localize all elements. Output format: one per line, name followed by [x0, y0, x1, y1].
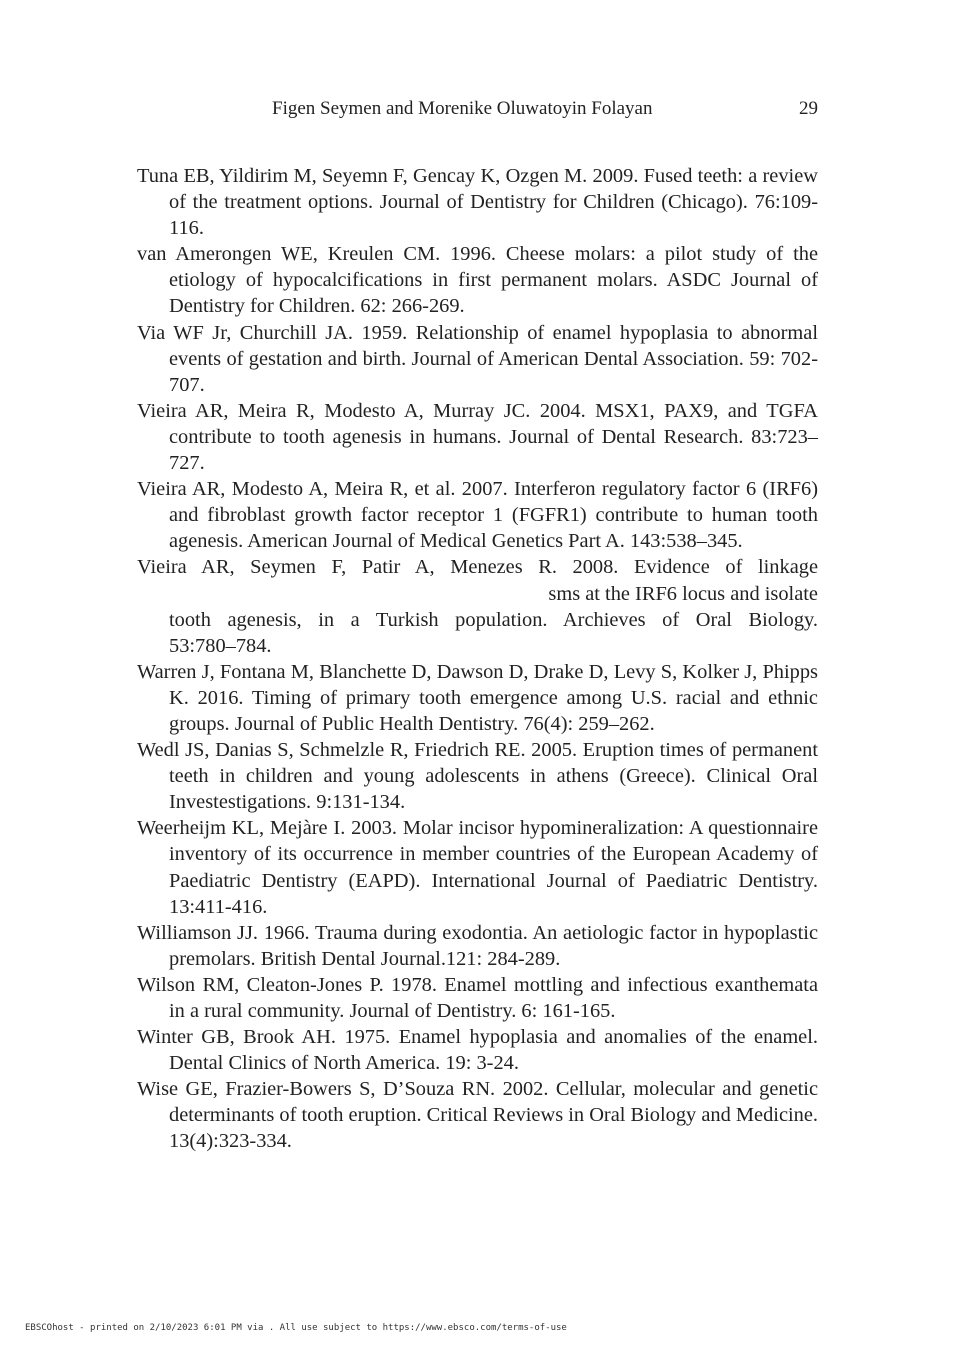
partial-reference-line-4: 53:780–784. — [169, 634, 272, 657]
reference-entry: Wedl JS, Danias S, Schmelzle R, Friedrich RE. 2005. Eruption times of permanent teeth in children and young adolescents in athens (Greece). Clinical Oral Investestigations. 9:131-134. — [137, 739, 818, 814]
print-footer: EBSCOhost - printed on 2/10/2023 6:01 PM via . All use subject to https://www.ebsco.com/terms-of-use — [25, 1323, 567, 1333]
partial-reference-line-1: Vieira AR, Seymen F, Patir A, Menezes R. 2008. Evidence of linkage — [137, 556, 818, 579]
reference-entry: Vieira AR, Modesto A, Meira R, et al. 2007. Interferon regulatory factor 6 (IRF6) and fibroblast growth factor receptor 1 (FGFR1) contribute to human tooth agenesis. American Journal of Medical Genetics Part A. 143:538–345. — [137, 478, 818, 553]
reference-entry: Williamson JJ. 1966. Trauma during exodontia. An aetiologic factor in hypoplastic premolars. British Dental Journal.121: 284-289. — [137, 921, 818, 970]
partial-reference-line-2: sms at the IRF6 locus and isolate — [548, 582, 818, 605]
reference-entry: Warren J, Fontana M, Blanchette D, Dawson D, Drake D, Levy S, Kolker J, Phipps K. 2016. Timing of primary tooth emergence among U.S. racial and ethnic groups. Journal of Public Health Dentistry. 76(4): 259–262. — [137, 660, 818, 735]
reference-entry: Winter GB, Brook AH. 1975. Enamel hypoplasia and anomalies of the enamel. Dental Clinics of North America. 19: 3-24. — [137, 1026, 818, 1075]
partial-reference-line-3: tooth agenesis, in a Turkish population. Archieves of Oral Biology. — [169, 608, 818, 631]
reference-entry: Weerheijm KL, Mejàre I. 2003. Molar incisor hypomineralization: A questionnaire inventory of its occurrence in member countries of the European Academy of Paediatric Dentistry (EAPD). International Journal of Paediatric Dentistry. 13:411-416. — [137, 817, 818, 918]
reference-entry: Tuna EB, Yildirim M, Seyemn F, Gencay K, Ozgen M. 2009. Fused teeth: a review of the treatment options. Journal of Dentistry for Children (Chicago). 76:109-116. — [137, 165, 818, 240]
page-number: 29 — [799, 98, 818, 119]
reference-entry: van Amerongen WE, Kreulen CM. 1996. Cheese molars: a pilot study of the etiology of hypocalcifications in first permanent molars. ASDC Journal of Dentistry for Children. 62: 266-269. — [137, 243, 818, 318]
reference-entry: Via WF Jr, Churchill JA. 1959. Relationship of enamel hypoplasia to abnormal events of gestation and birth. Journal of American Dental Association. 59: 702-707. — [137, 321, 818, 396]
reference-entry: Wilson RM, Cleaton-Jones P. 1978. Enamel mottling and infectious exanthemata in a rural community. Journal of Dentistry. 6: 161-165. — [137, 973, 818, 1022]
reference-entry: Vieira AR, Meira R, Modesto A, Murray JC. 2004. MSX1, PAX9, and TGFA contribute to tooth agenesis in humans. Journal of Dental Research. 83:723–727. — [137, 399, 818, 475]
reference-entry-partial — [137, 554, 818, 658]
running-header-authors: Figen Seymen and Morenike Oluwatoyin Folayan — [272, 98, 653, 119]
reference-entry: Wise GE, Frazier-Bowers S, D’Souza RN. 2002. Cellular, molecular and genetic determinants of tooth eruption. Critical Reviews in Oral Biology and Medicine. 13(4):323-334. — [137, 1078, 818, 1153]
reference-list — [137, 163, 818, 1155]
